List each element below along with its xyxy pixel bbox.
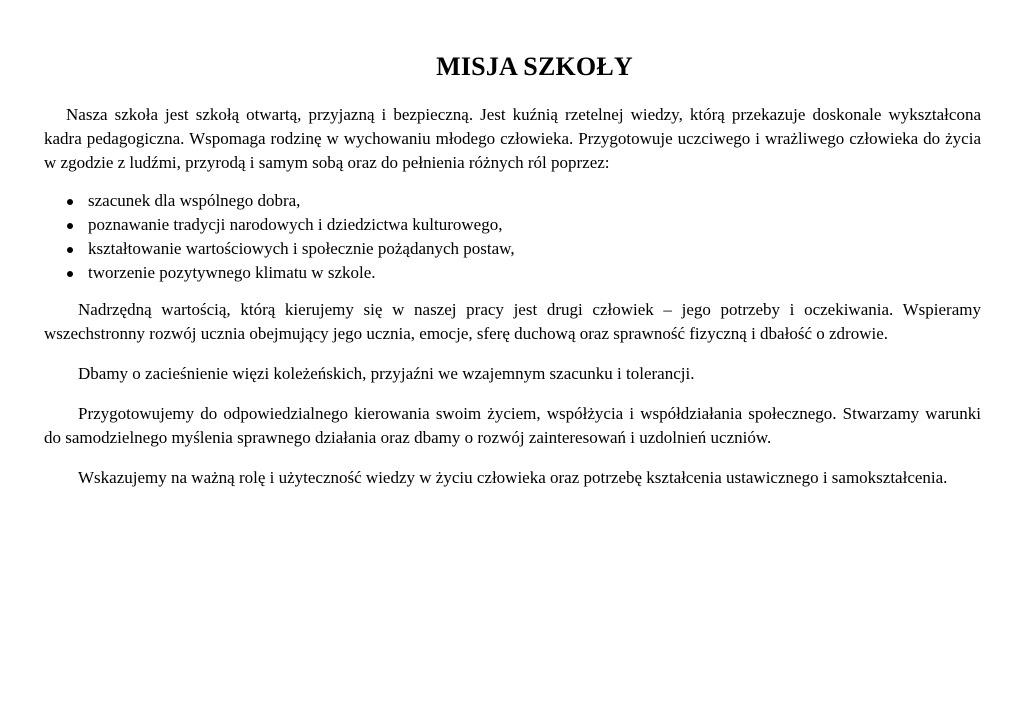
document-title: MISJA SZKOŁY xyxy=(436,52,633,81)
bullet-icon xyxy=(67,223,73,229)
paragraph-preparation: Przygotowujemy do odpowiedzialnego kierowania swoim życiem, współżycia i współdziałania społecznego. Stwarzamy warunki do samodzielnego myślenia sprawnego działania oraz dbamy o rozwój zainteresowań i uzdolnień uczniów. xyxy=(44,404,981,447)
intro-paragraph: Nasza szkoła jest szkołą otwartą, przyjazną i bezpieczną. Jest kuźnią rzetelnej wiedzy, którą przekazuje doskonale wykształcona kadra pedagogiczna. Wspomaga rodzinę w wychowaniu młodego człowieka. Przygotowuje uczciwego i wrażliwego człowieka do życia w zgodzie z ludźmi, przyrodą i samym sobą oraz do pełnienia różnych ról poprzez: xyxy=(44,105,981,172)
list-item-text: kształtowanie wartościowych i społecznie pożądanych postaw, xyxy=(88,239,515,258)
list-item-text: poznawanie tradycji narodowych i dziedzictwa kulturowego, xyxy=(88,215,503,234)
paragraph-values: Nadrzędną wartością, którą kierujemy się w naszej pracy jest drugi człowiek – jego potrzeby i oczekiwania. Wspieramy wszechstronny rozwój ucznia obejmujący jego ucznia, emocje, sferę duchową oraz sprawność fizyczną i dbałość o zdrowie. xyxy=(44,300,981,343)
bullet-list xyxy=(44,189,981,285)
list-item-text: tworzenie pozytywnego klimatu w szkole. xyxy=(88,263,376,282)
paragraph-friendship: Dbamy o zacieśnienie więzi koleżeńskich, przyjaźni we wzajemnym szacunku i tolerancji. xyxy=(78,364,695,383)
list-item xyxy=(44,189,981,213)
list-item xyxy=(44,213,981,237)
bullet-icon xyxy=(67,271,73,277)
list-item xyxy=(44,261,981,285)
document-page xyxy=(44,50,981,506)
list-item xyxy=(44,237,981,261)
bullet-icon xyxy=(67,247,73,253)
paragraph-knowledge: Wskazujemy na ważną rolę i użyteczność wiedzy w życiu człowieka oraz potrzebę kształcenia ustawicznego i samokształcenia. xyxy=(78,468,948,487)
list-item-text: szacunek dla wspólnego dobra, xyxy=(88,191,301,210)
bullet-icon xyxy=(67,199,73,205)
